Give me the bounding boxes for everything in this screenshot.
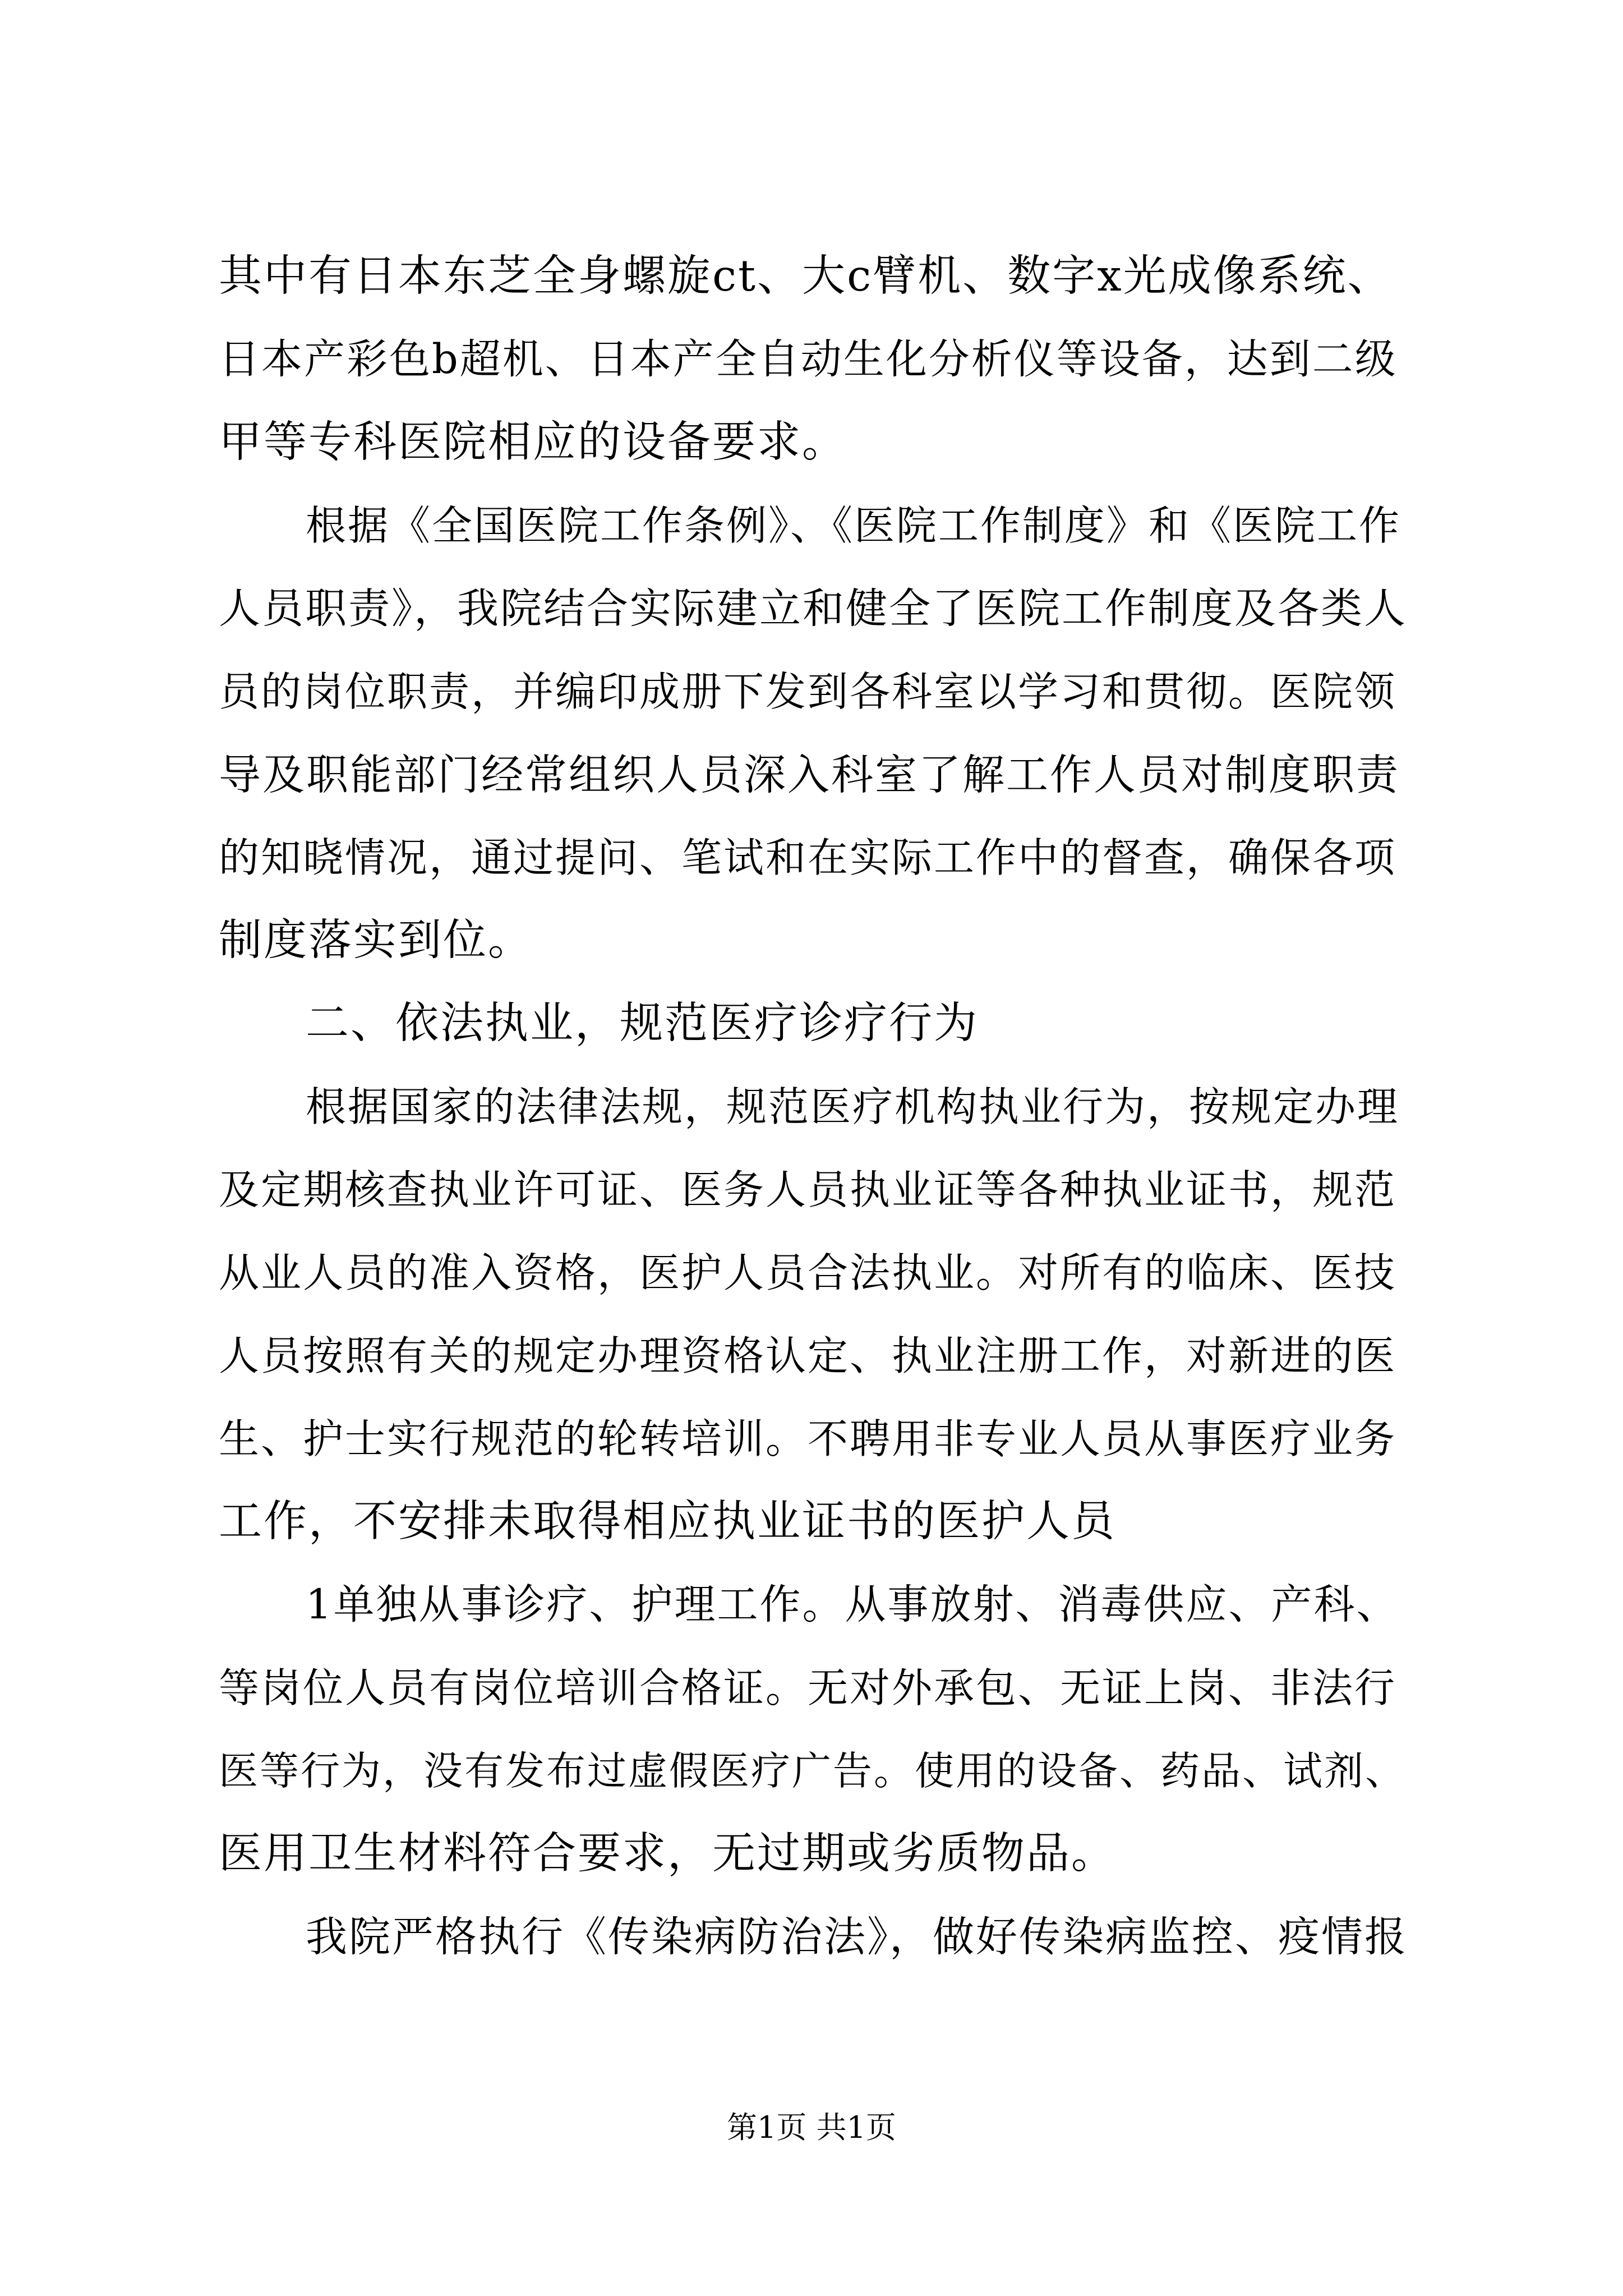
body-line: 医等行为，没有发布过虚假医疗广告。使用的设备、药品、试剂、 bbox=[219, 1748, 1406, 1794]
body-line: 人员按照有关的规定办理资格认定、执业注册工作，对新进的医 bbox=[219, 1332, 1397, 1379]
body-line: 其中有日本东芝全身螺旋ct、大c臂机、数字x光成像系统、 bbox=[219, 251, 1393, 301]
body-line: 及定期核查执业许可证、医务人员执业证等各种执业证书，规范 bbox=[219, 1166, 1397, 1213]
section-heading: 二、依法执业，规范医疗诊疗行为 bbox=[306, 999, 979, 1048]
body-line: 根据国家的法律法规，规范医疗机构执业行为，按规定办理 bbox=[306, 1083, 1400, 1130]
body-line: 根据《全国医院工作条例》、《医院工作制度》和《医院工作 bbox=[306, 502, 1401, 549]
body-line: 生、护士实行规范的轮转培训。不聘用非专业人员从事医疗业务 bbox=[219, 1415, 1397, 1462]
body-line: 等岗位人员有岗位培训合格证。无对外承包、无证上岗、非法行 bbox=[219, 1664, 1397, 1711]
body-line: 医用卫生材料符合要求，无过期或劣质物品。 bbox=[219, 1829, 1116, 1879]
body-line: 我院严格执行《传染病防治法》，做好传染病监控、疫情报 bbox=[306, 1913, 1408, 1961]
body-line: 1单独从事诊疗、护理工作。从事放射、消毒供应、产科、 bbox=[306, 1581, 1399, 1628]
body-line: 的知晓情况，通过提问、笔试和在实际工作中的督查，确保各项 bbox=[219, 834, 1397, 881]
body-line: 日本产彩色b超机、日本产全自动生化分析仪等设备，达到二级 bbox=[219, 335, 1398, 383]
body-line: 甲等专科医院相应的设备要求。 bbox=[219, 417, 847, 467]
page-number-footer: 第1页 共1页 bbox=[727, 2110, 896, 2145]
body-line: 从业人员的准入资格，医护人员合法执业。对所有的临床、医技 bbox=[219, 1249, 1397, 1296]
body-line: 员的岗位职责，并编印成册下发到各科室以学习和贯彻。医院领 bbox=[219, 668, 1397, 715]
body-line: 制度落实到位。 bbox=[219, 915, 533, 965]
body-line: 人员职责》，我院结合实际建立和健全了医院工作制度及各类人 bbox=[219, 585, 1407, 633]
body-line: 工作，不安排未取得相应执业证书的医护人员 bbox=[219, 1497, 1116, 1547]
body-line: 导及职能部门经常组织人员深入科室了解工作人员对制度职责 bbox=[219, 750, 1400, 799]
